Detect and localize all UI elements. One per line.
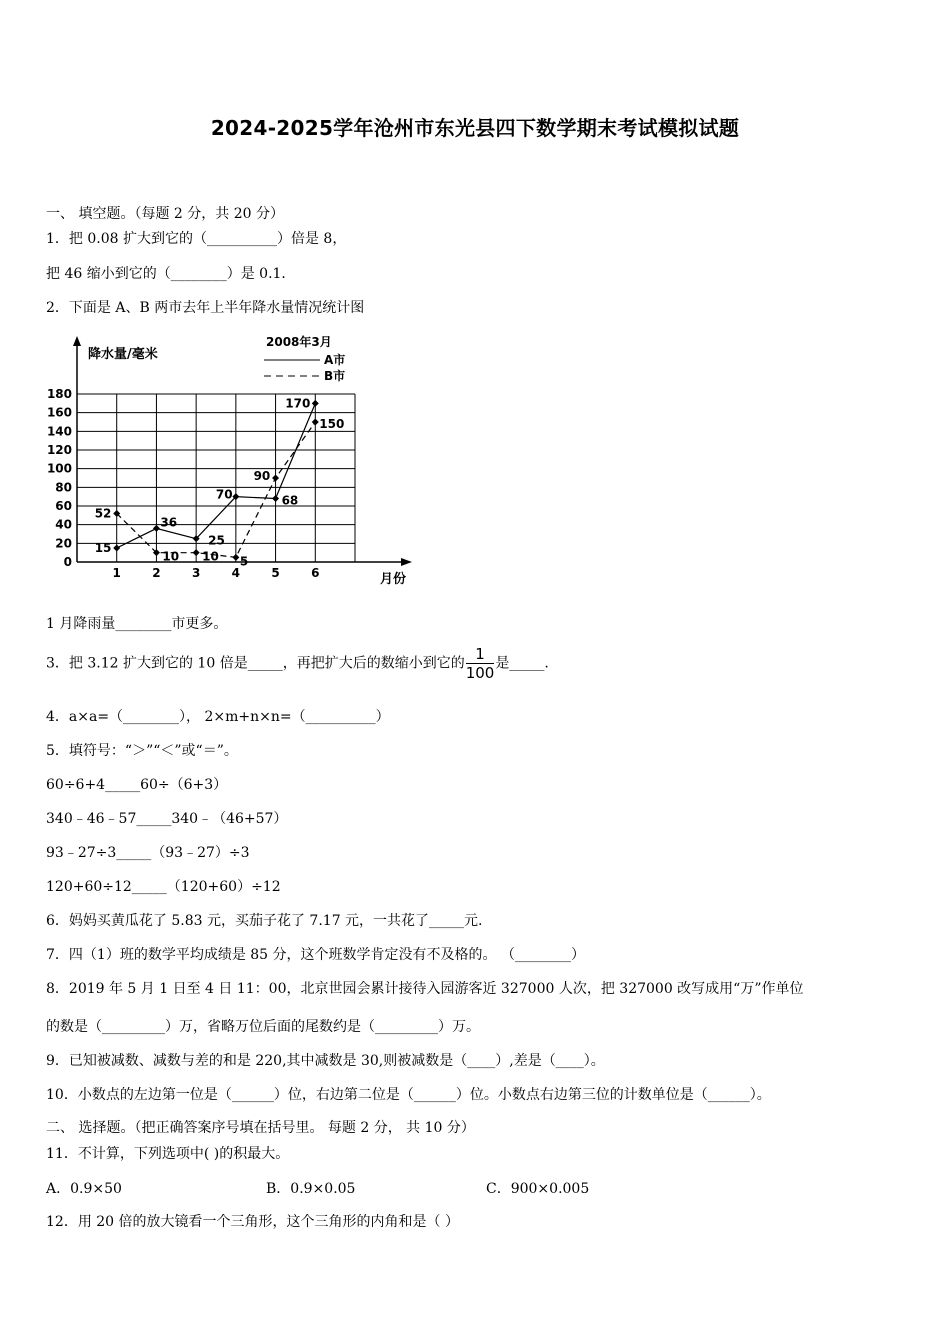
x-axis-arrow: [401, 558, 412, 566]
data-label-a: 70: [215, 487, 233, 502]
question-1b: 把 46 缩小到它的（________）是 0.1．: [46, 266, 296, 282]
question-1a: 1．把 0.08 扩大到它的（__________）倍是 8，: [46, 231, 347, 247]
fraction: [466, 645, 495, 682]
y-axis-label: 降水量/毫米: [88, 347, 158, 362]
data-label-a: 170: [285, 396, 311, 411]
data-label-a: 15: [94, 541, 112, 555]
chart-legend: [264, 334, 345, 383]
section-1-heading: 一、 填空题。（每题 2 分，共 20 分）: [46, 206, 284, 222]
legend-label-b: B市: [324, 369, 346, 383]
data-label-b: 5: [239, 554, 249, 569]
data-label-b: 10: [162, 549, 180, 564]
x-tick-labels: [113, 566, 320, 580]
question-5-item-3: 93﹣27÷3_____（93﹣27）÷3: [46, 845, 250, 861]
data-label-a: 68: [281, 493, 299, 508]
x-tick-label: 4: [231, 566, 241, 580]
series-line-a: [117, 403, 316, 548]
legend-title: 2008年3月: [266, 335, 332, 349]
y-tick-label: 0: [63, 555, 72, 569]
data-point-a: [113, 545, 120, 552]
x-axis-label: 月份: [380, 572, 407, 587]
y-tick-label: 40: [55, 517, 72, 532]
data-point-a: [312, 400, 319, 407]
section-2-heading: 二、 选择题。（把正确答案序号填在括号里。 每题 2 分， 共 10 分）: [46, 1120, 475, 1136]
data-label-a: 25: [208, 533, 225, 548]
question-7: 7．四（1）班的数学平均成绩是 85 分，这个班数学肯定没有不及格的。 （________）: [46, 947, 585, 963]
question-11-option-c: C．900×0.005: [486, 1181, 590, 1197]
fraction-numerator: 1: [466, 645, 495, 664]
data-point-a: [272, 495, 279, 502]
data-point-a: [153, 525, 160, 532]
data-point-b: [193, 549, 200, 556]
question-3-end: 是_____.: [495, 655, 549, 672]
question-5-item-1: 60÷6+4_____60÷（6+3）: [46, 777, 228, 793]
y-tick-label: 180: [46, 387, 72, 401]
y-tick-label: 100: [46, 461, 72, 476]
y-tick-label: 20: [55, 536, 72, 551]
x-tick-label: 1: [112, 566, 121, 580]
x-tick-label: 5: [271, 566, 280, 580]
question-11-option-a: A．0.9×50: [46, 1181, 122, 1197]
question-3: [46, 645, 549, 682]
fraction-denominator: 100: [465, 664, 495, 682]
question-9: 9．已知被减数、减数与差的和是 220,其中减数是 30,则被减数是（____）,差是（____）。: [46, 1053, 605, 1069]
question-5: 5．填符号：“＞”“＜”或“＝”。: [46, 743, 238, 759]
question-8b: 的数是（_________）万，省略万位后面的尾数约是（_________）万。: [46, 1019, 480, 1035]
data-label-b: 52: [94, 506, 112, 521]
y-tick-label: 60: [55, 499, 72, 513]
legend-label-a: A市: [324, 353, 346, 367]
y-tick-label: 160: [46, 405, 72, 420]
x-tick-label: 3: [191, 566, 201, 580]
question-6: 6．妈妈买黄瓜花了 5.83 元，买茄子花了 7.17 元，一共花了_____元.: [46, 913, 483, 929]
y-tick-label: 120: [46, 443, 72, 457]
question-2-answer: 1 月降雨量________市更多。: [46, 616, 228, 632]
y-axis-arrow: [73, 336, 81, 346]
question-5-item-2: 340﹣46﹣57_____340﹣（46+57）: [46, 811, 288, 827]
page-title: 2024-2025学年沧州市东光县四下数学期末考试模拟试题: [210, 116, 740, 140]
rainfall-line-chart: [46, 330, 426, 595]
data-point-b: [232, 554, 239, 561]
data-label-b: 90: [253, 469, 271, 483]
data-label-b: 150: [319, 417, 345, 431]
data-label-a: 36: [160, 515, 178, 530]
chart-axes: [73, 336, 412, 569]
x-tick-label: 6: [311, 566, 320, 580]
y-tick-label: 80: [55, 480, 72, 495]
data-point-b: [312, 419, 319, 426]
question-5-item-4: 120+60÷12_____（120+60）÷12: [46, 879, 281, 895]
data-label-b: 10: [202, 549, 219, 564]
y-tick-label: 140: [46, 424, 72, 439]
question-11: 11．不计算，下列选项中( )的积最大。: [46, 1146, 290, 1162]
question-8a: 8．2019 年 5 月 1 日至 4 日 11：00，北京世园会累计接待入园游客近 327000 人次，把 327000 改写成用“万”作单位: [46, 981, 804, 997]
question-11-option-b: B．0.9×0.05: [266, 1181, 356, 1197]
question-4: 4．a×a=（________）， 2×m+n×n=（__________）: [46, 709, 390, 725]
question-12: 12．用 20 倍的放大镜看一个三角形，这个三角形的内角和是（ ）: [46, 1214, 459, 1230]
question-3-text: 3．把 3.12 扩大到它的 10 倍是_____，再把扩大后的数缩小到它的: [46, 655, 465, 672]
y-tick-labels: [47, 387, 72, 569]
data-point-b: [272, 475, 279, 482]
question-10: 10．小数点的左边第一位是（______）位，右边第二位是（______）位。小数点右边第三位的计数单位是（______）。: [46, 1087, 771, 1103]
x-tick-label: 2: [152, 566, 161, 580]
question-2: 2．下面是 A、B 两市去年上半年降水量情况统计图: [46, 300, 365, 316]
